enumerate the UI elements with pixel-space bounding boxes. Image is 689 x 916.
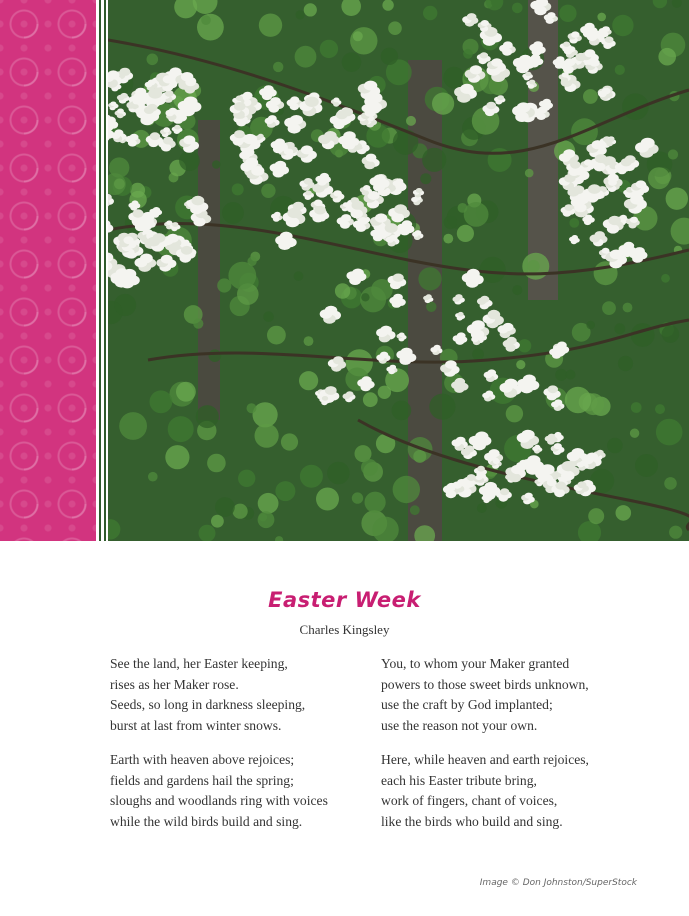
poem-line: Seeds, so long in darkness sleeping,	[110, 697, 306, 712]
poem-line: You, to whom your Maker granted	[381, 656, 570, 671]
poem-line: fields and gardens hail the spring;	[110, 772, 294, 788]
poem-line: while the wild birds build and sing.	[110, 813, 303, 829]
stanza	[110, 750, 370, 832]
poem-line: See the land, her Easter keeping,	[110, 656, 288, 671]
stanza	[381, 654, 641, 736]
poem-line: use the reason not your own.	[381, 717, 538, 733]
decorative-pink-strip	[0, 0, 96, 541]
poem-line: sloughs and woodlands ring with voices	[110, 793, 328, 808]
poem-line: rises as her Maker rose.	[110, 676, 239, 692]
poem-line: Earth with heaven above rejoices;	[110, 752, 295, 767]
strip-border	[96, 0, 108, 541]
poem-left-column	[110, 654, 370, 846]
stanza	[110, 654, 370, 736]
poem-line: Here, while heaven and earth rejoices,	[381, 752, 589, 767]
poem-right-column	[381, 654, 641, 846]
poem-line: burst at last from winter snows.	[110, 717, 282, 733]
dogwood-blossoms-photo	[108, 0, 689, 541]
poem-line: work of fingers, chant of voices,	[381, 793, 558, 808]
stanza	[381, 750, 641, 832]
poem-author: Charles Kingsley	[299, 622, 390, 637]
image-credit: Image © Don Johnston/SuperStock	[479, 878, 637, 888]
poem-line: use the craft by God implanted;	[381, 697, 553, 712]
poem-line: each his Easter tribute bring,	[381, 772, 537, 788]
poem-line: powers to those sweet birds unknown,	[381, 676, 589, 692]
poem-title: Easter Week	[268, 588, 421, 612]
poem-line: like the birds who build and sing.	[381, 813, 563, 829]
